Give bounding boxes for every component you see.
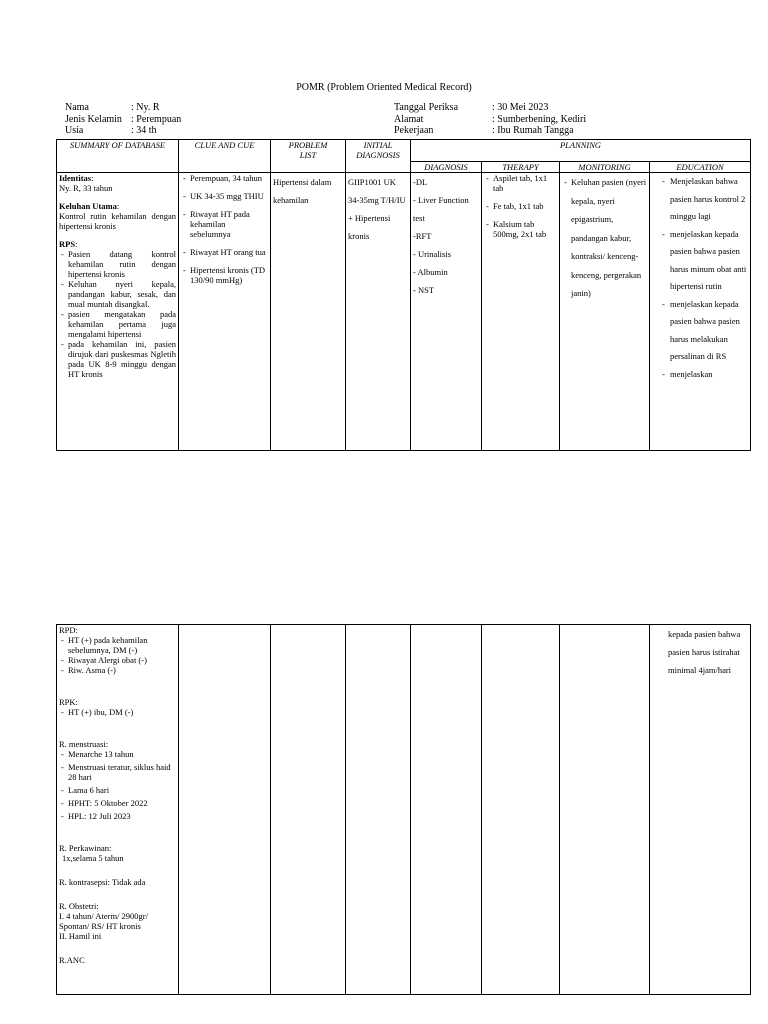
clue-item: - Riwayat HT pada kehamilan sebelumnya — [181, 209, 268, 239]
history-cell — [57, 625, 179, 995]
plan-diagnosis-item: - Liver Function test — [413, 195, 469, 223]
plan-diagnosis-item: -RFT — [413, 231, 432, 241]
menstruasi-item: - Menarche 13 tahun — [59, 749, 176, 759]
clue-item: - UK 34-35 mgg THIU — [181, 191, 268, 201]
monitoring-item: - Keluhan pasien (nyeri kepala, nyeri epigastrium, pandangan kabur, kontraksi/ kenceng-kenceng, pergerakan janin) — [562, 173, 647, 303]
education-item: - menjelaskan kepada pasien bahwa pasien harus minum obat anti hipertensi rutin — [660, 226, 748, 296]
kontrasepsi: R. kontrasepsi: Tidak ada — [59, 877, 146, 887]
therapy-item: - Fe tab, 1x1 tab — [484, 201, 557, 211]
plan-diagnosis-cell-2 — [411, 625, 482, 995]
header-planning: PLANNING — [411, 140, 751, 162]
clue-cell-2 — [179, 625, 271, 995]
date-label: Tanggal Periksa — [394, 102, 459, 113]
plan-therapy-cell-2 — [482, 625, 560, 995]
address-label: Alamat — [394, 113, 424, 125]
clue-item: - Hipertensi kronis (TD 130/90 mmHg) — [181, 265, 268, 285]
date-value: : 30 Mei 2023 — [492, 102, 549, 113]
age-value: : 34 th — [131, 125, 157, 136]
menstruasi-item: - HPHT: 5 Oktober 2022 — [59, 798, 176, 808]
header-therapy: THERAPY — [482, 162, 560, 173]
header-initial: INITIAL DIAGNOSIS — [346, 140, 411, 173]
therapy-item: - Aspilet tab, 1x1 tab — [484, 173, 557, 193]
rps-label: RPS — [59, 239, 76, 249]
occupation-label: Pekerjaan — [394, 125, 434, 136]
problem-cell-2 — [271, 625, 346, 995]
plan-monitoring-cell — [560, 173, 650, 451]
identitas-label: Identitas — [59, 173, 92, 183]
occupation-value: : Ibu Rumah Tangga — [492, 125, 574, 136]
plan-diagnosis-cell — [411, 173, 482, 451]
rps-item: - pada kehamilan ini, pasien dirujuk dari puskesmas Ngletih pada UK 8-9 minggu dengan HT kronis — [59, 339, 176, 379]
address-value: : Sumberbening, Kediri — [492, 113, 587, 125]
rpk-label: RPK: — [59, 697, 78, 707]
header-education: EDUCATION — [650, 162, 751, 173]
education-item: - Menjelaskan bahwa pasien harus kontrol 2 minggu lagi — [660, 173, 748, 226]
rpd-item: - Riw. Asma (-) — [59, 665, 176, 675]
header-clue: CLUE AND CUE — [179, 140, 271, 173]
rpd-item: - HT (+) pada kehamilan sebelumnya, DM (-) — [59, 635, 176, 655]
plan-diagnosis-item: - Albumin — [413, 267, 448, 277]
anc-label: R.ANC — [59, 955, 85, 965]
header-problem: PROBLEM LIST — [271, 140, 346, 173]
pomr-table — [56, 139, 751, 451]
age-label: Usia — [65, 125, 84, 136]
education-item: - menjelaskan — [660, 366, 748, 384]
gender-label: Jenis Kelamin — [65, 113, 122, 125]
rps-item: - Keluhan nyeri kepala, pandangan kabur, sesak, dan mual muntah disangkal. — [59, 279, 176, 309]
problem-list-cell: Hipertensi dalam kehamilan — [271, 173, 346, 451]
obstetri-1: I. 4 tahun/ Aterm/ 2900gr/ Spontan/ RS/ HT kronis — [59, 911, 149, 931]
page-title: POMR (Problem Oriented Medical Record) — [296, 82, 472, 93]
menstruasi-item: - Menstruasi teratur, siklus haid 28 hari — [59, 762, 176, 782]
keluhan-label: Keluhan Utama — [59, 201, 117, 211]
menstruasi-item: - Lama 6 hari — [59, 785, 176, 795]
identitas-value: Ny. R, 33 tahun — [59, 183, 113, 193]
plan-therapy-cell — [482, 173, 560, 451]
name-value: : Ny. R — [131, 102, 160, 113]
pomr-table-continued — [56, 624, 751, 995]
clue-cell — [179, 173, 271, 451]
name-label: Nama — [65, 102, 89, 113]
perkawinan-label: R. Perkawinan: — [59, 843, 112, 853]
gender-value: : Perempuan — [131, 113, 182, 125]
rps-item: - Pasien datang kontrol kehamilan rutin dengan hipertensi kronis — [59, 249, 176, 279]
plan-education-cell — [650, 173, 751, 451]
obstetri-2: II. Hamil ini — [59, 931, 102, 941]
perkawinan-value: 1x,selama 5 tahun — [62, 853, 124, 863]
header-summary: SUMMARY OF DATABASE — [57, 140, 179, 173]
education-item: - menjelaskan kepada pasien bahwa pasien harus melakukan persalinan di RS — [660, 296, 748, 366]
obstetri-label: R. Obstetri: — [59, 901, 99, 911]
patient-info-right — [394, 102, 724, 137]
education-cell-2: kepada pasien bahwa pasien harus istirahat minimal 4jam/hari — [650, 625, 751, 995]
rpd-item: - Riwayat Alergi obat (-) — [59, 655, 176, 665]
patient-info-left — [65, 102, 365, 137]
initial-diagnosis-cell: GIIP1001 UK 34-35mg T/H/IU + Hipertensi kronis — [346, 173, 411, 451]
plan-diagnosis-item: -DL — [413, 177, 428, 187]
plan-diagnosis-item: - Urinalisis — [413, 249, 452, 259]
clue-item: - Perempuan, 34 tahun — [181, 173, 268, 183]
header-monitoring: MONITORING — [560, 162, 650, 173]
rpd-label: RPD: — [59, 625, 78, 635]
plan-monitoring-cell-2 — [560, 625, 650, 995]
clue-item: - Riwayat HT orang tua — [181, 247, 268, 257]
plan-diagnosis-item: - NST — [413, 285, 435, 295]
initial-cell-2 — [346, 625, 411, 995]
rps-item: - pasien mengatakan pada kehamilan pertama juga mengalami hipertensi — [59, 309, 176, 339]
therapy-item: - Kalsium tab 500mg, 2x1 tab — [484, 219, 557, 239]
summary-cell: Identitas: Ny. R, 33 tahun Keluhan Utama: Kontrol rutin kehamilan dengan hipertensi kronis RPS: - Pasien datang kontrol kehamilan rutin dengan hipertensi kronis - Keluhan nyeri kepala, pandangan kabur, sesak, dan mual muntah disangkal. - pasien mengatakan pada kehamilan pertama juga mengalami hipertensi - pada kehamilan ini, pasien dirujuk dari puskesmas Ngletih pada UK 8-9 minggu dengan HT kronis — [57, 173, 179, 451]
header-diagnosis: DIAGNOSIS — [411, 162, 482, 173]
menstruasi-item: - HPL: 12 Juli 2023 — [59, 811, 176, 821]
menstruasi-label: R. menstruasi: — [59, 739, 109, 749]
rpk-item: - HT (+) ibu, DM (-) — [59, 707, 176, 717]
keluhan-value: Kontrol rutin kehamilan dengan hipertensi kronis — [59, 211, 176, 231]
